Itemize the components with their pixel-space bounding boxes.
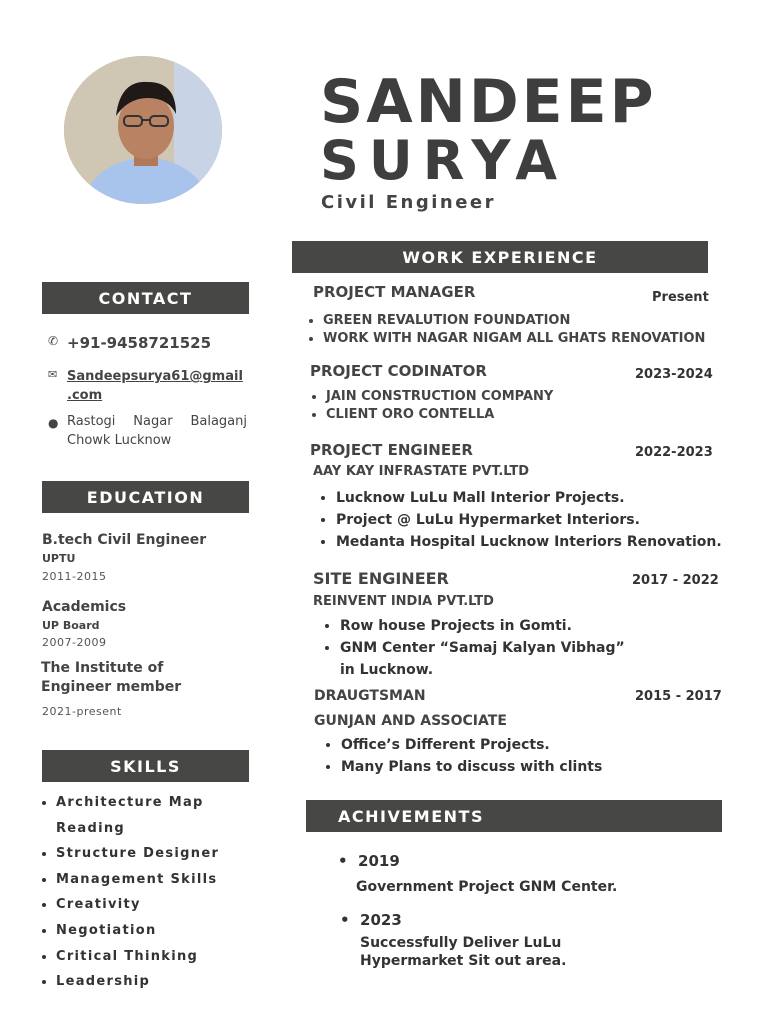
person-illustration bbox=[64, 56, 222, 204]
job-title-3: PROJECT ENGINEER bbox=[310, 441, 473, 459]
edu-years-2: 2007-2009 bbox=[42, 636, 107, 649]
job-period-5: 2015 - 2017 bbox=[635, 689, 722, 704]
edu-degree-2: Academics bbox=[42, 599, 127, 615]
edu-degree-3-line-2: Engineer member bbox=[41, 679, 182, 695]
job-bullets-4 bbox=[324, 615, 625, 681]
achievement-year-1-text: 2019 bbox=[358, 852, 400, 870]
job-bullet: • Medanta Hospital Lucknow Interiors Renovation. bbox=[336, 531, 722, 553]
job-company-3: AAY KAY INFRASTATE PVT.LTD bbox=[313, 464, 530, 479]
job-company-5: GUNJAN AND ASSOCIATE bbox=[314, 713, 507, 729]
job-bullet: • GREEN REVALUTION FOUNDATION bbox=[323, 312, 705, 330]
edu-degree-3-line-1: The Institute of bbox=[41, 660, 164, 676]
skill-item: • Leadership bbox=[56, 969, 219, 995]
email-line-2: .com bbox=[67, 388, 103, 403]
job-bullet: • WORK WITH NAGAR NIGAM ALL GHATS RENOVATION bbox=[323, 330, 705, 348]
edu-board-2: UP Board bbox=[42, 619, 100, 632]
job-bullet: • CLIENT ORO CONTELLA bbox=[326, 406, 553, 424]
achievement-year-1 bbox=[338, 852, 400, 870]
edu-years-1: 2011-2015 bbox=[42, 570, 107, 583]
achievement-year-2-text: 2023 bbox=[360, 911, 402, 929]
job-bullet: • Office’s Different Projects. bbox=[341, 734, 602, 756]
job-bullet: • Row house Projects in Gomti. bbox=[340, 615, 625, 637]
job-bullet: • Many Plans to discuss with clints bbox=[341, 756, 602, 778]
skill-item: Reading bbox=[56, 820, 126, 836]
last-name: SURYA bbox=[320, 129, 568, 192]
achievements-heading: ACHIVEMENTS bbox=[306, 800, 722, 832]
achievement-year-2 bbox=[340, 911, 402, 929]
work-experience-heading: WORK EXPERIENCE bbox=[292, 241, 708, 273]
email-link[interactable] bbox=[67, 367, 243, 405]
address-line-1: Rastogi Nagar Balaganj bbox=[67, 414, 247, 429]
job-bullet: • GNM Center “Samaj Kalyan Vibhag” bbox=[340, 637, 625, 659]
job-bullet: • Lucknow LuLu Mall Interior Projects. bbox=[336, 487, 722, 509]
job-title-1: PROJECT MANAGER bbox=[313, 283, 476, 301]
skill-item: • Critical Thinking bbox=[56, 944, 219, 970]
achievement-text-2-line-1: Successfully Deliver LuLu bbox=[360, 935, 562, 951]
job-company-4: REINVENT INDIA PVT.LTD bbox=[313, 594, 494, 609]
contact-heading: CONTACT bbox=[42, 282, 249, 314]
email-line-1: Sandeepsurya61@gmail bbox=[67, 369, 243, 384]
job-bullets-1 bbox=[307, 312, 705, 348]
edu-degree-3 bbox=[41, 659, 181, 697]
skill-item: • Architecture Map bbox=[56, 790, 219, 816]
job-bullets-2 bbox=[310, 388, 553, 424]
job-bullets-3 bbox=[320, 487, 722, 553]
location-pin-icon: ● bbox=[48, 416, 59, 430]
skill-item: • Negotiation bbox=[56, 918, 219, 944]
job-title-5: DRAUGTSMAN bbox=[314, 688, 426, 704]
phone-icon: ✆ bbox=[48, 334, 59, 348]
first-name: SANDEEP bbox=[320, 67, 657, 137]
skills-list bbox=[42, 790, 219, 995]
edu-degree-1: B.tech Civil Engineer bbox=[42, 532, 207, 548]
job-title-4: SITE ENGINEER bbox=[313, 569, 449, 588]
job-bullet: • Project @ LuLu Hypermarket Interiors. bbox=[336, 509, 722, 531]
job-period-1: Present bbox=[652, 290, 709, 305]
job-bullet: • JAIN CONSTRUCTION COMPANY bbox=[326, 388, 553, 406]
job-period-4: 2017 - 2022 bbox=[632, 573, 719, 588]
mail-icon: ✉ bbox=[48, 368, 58, 381]
edu-board-1: UPTU bbox=[42, 552, 76, 565]
skills-heading: SKILLS bbox=[42, 750, 249, 782]
skill-item: • Structure Designer bbox=[56, 841, 219, 867]
profile-photo bbox=[64, 56, 222, 204]
phone-number[interactable]: +91-9458721525 bbox=[67, 334, 212, 352]
edu-years-3: 2021-present bbox=[42, 705, 122, 718]
achievement-text-2-line-2: Hypermarket Sit out area. bbox=[360, 953, 567, 969]
job-bullets-5 bbox=[325, 734, 602, 778]
job-title-2: PROJECT CODINATOR bbox=[310, 362, 487, 380]
address bbox=[67, 412, 247, 450]
address-line-2: Chowk Lucknow bbox=[67, 433, 172, 448]
bullet-dot: • bbox=[340, 911, 361, 929]
job-period-2: 2023-2024 bbox=[635, 367, 713, 382]
achievement-text-2 bbox=[360, 934, 566, 970]
skill-item: • Management Skills bbox=[56, 867, 219, 893]
job-bullet: in Lucknow. bbox=[340, 662, 434, 678]
job-period-3: 2022-2023 bbox=[635, 445, 713, 460]
education-heading: EDUCATION bbox=[42, 481, 249, 513]
achievement-text-1: Government Project GNM Center. bbox=[356, 879, 618, 895]
bullet-dot: • bbox=[338, 852, 359, 870]
job-title: Civil Engineer bbox=[321, 192, 496, 213]
skill-item: • Creativity bbox=[56, 892, 219, 918]
